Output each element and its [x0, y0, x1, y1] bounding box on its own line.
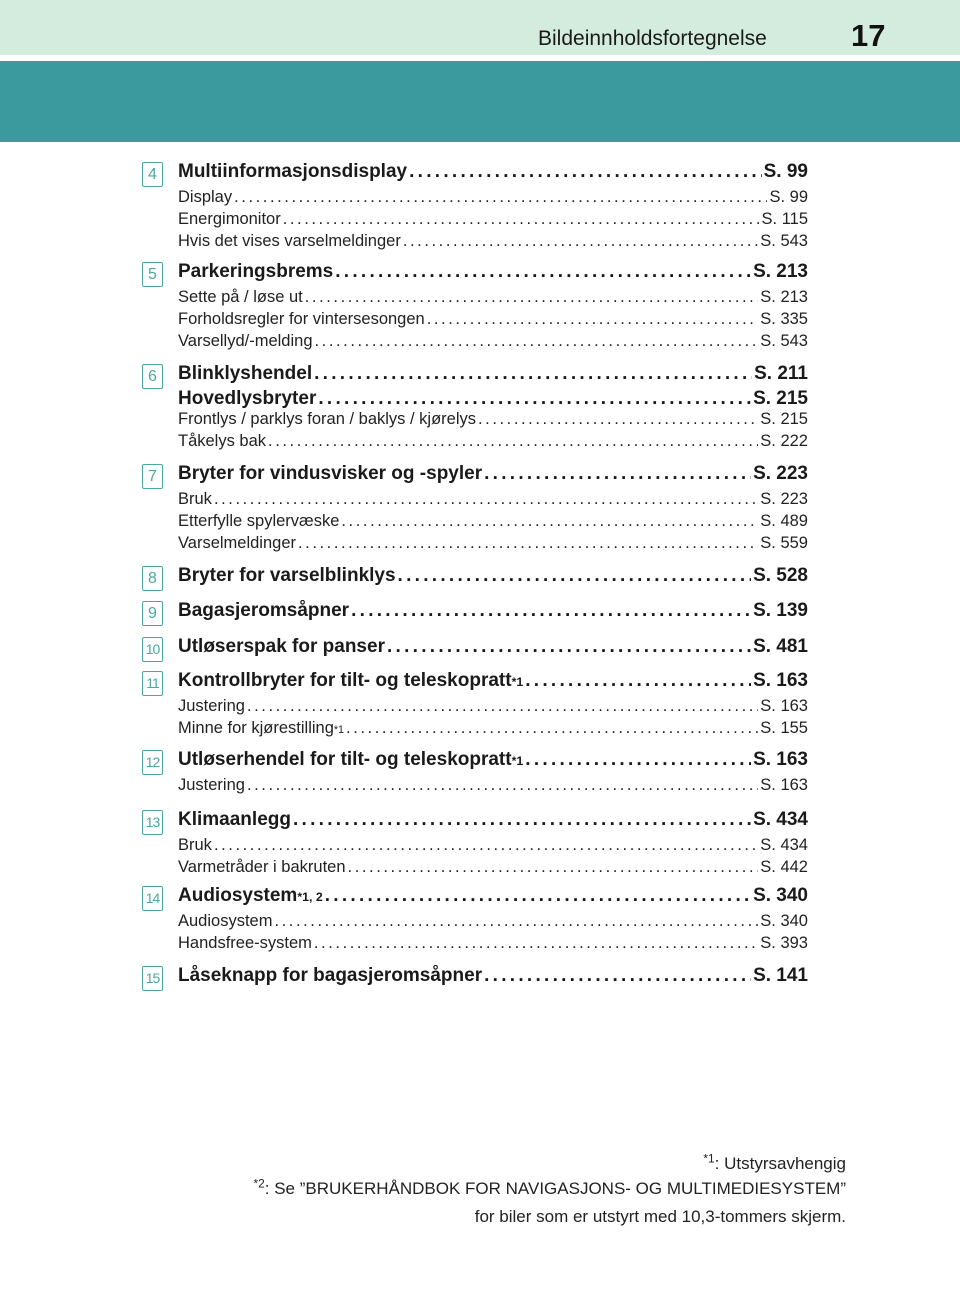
- entry-7-sub-2-page-ref: S. 489: [760, 512, 808, 530]
- entry-5-sub-1[interactable]: [178, 288, 808, 310]
- dot-leader: [268, 432, 758, 451]
- dot-leader: [247, 697, 758, 716]
- footnote-2-text: : Se ”BRUKERHÅNDBOK FOR NAVIGASJONS- OG MULTIMEDIESYSTEM”: [264, 1179, 846, 1198]
- entry-7-sub-2-label: Etterfylle spylervæske: [178, 512, 340, 530]
- item-number-badge: 10: [142, 637, 163, 662]
- item-number-badge: 12: [142, 750, 163, 775]
- entry-12-label: Utløserhendel for tilt- og teleskopratt: [178, 749, 512, 770]
- entry-6-b-page-ref: S. 215: [753, 388, 808, 409]
- entry-6-sub-1-label: Frontlys / parklys foran / baklys / kjørelys: [178, 410, 476, 428]
- entry-6-sub-1-page-ref: S. 215: [760, 410, 808, 428]
- entry-14[interactable]: Audiosystem *1, 2 . . . S. 340: [178, 885, 808, 911]
- entry-12-sub-1-label: Justering: [178, 776, 245, 794]
- entry-7-sub-3-page-ref: S. 559: [760, 534, 808, 552]
- entry-7-sub-1-label: Bruk: [178, 490, 212, 508]
- entry-14-sub-2-label: Handsfree-system: [178, 934, 312, 952]
- entry-11-sub-2-page-ref: S. 155: [760, 719, 808, 737]
- entry-4-sub-2-label: Energimonitor: [178, 210, 281, 228]
- item-number-badge: 9: [142, 601, 163, 626]
- entry-6-sub-2-label: Tåkelys bak: [178, 432, 267, 450]
- item-number-badge: 13: [142, 810, 163, 835]
- entry-15[interactable]: [178, 965, 808, 991]
- entry-12-sub-1[interactable]: [178, 776, 808, 798]
- dot-leader: [298, 534, 758, 553]
- entry-10-label: Utløserspak for panser: [178, 636, 385, 657]
- dot-leader: [484, 463, 751, 485]
- entry-13[interactable]: [178, 809, 808, 835]
- entry-12-page-ref: S. 163: [753, 749, 808, 770]
- dot-leader: [525, 749, 751, 771]
- entry-13-sub-1[interactable]: [178, 836, 808, 858]
- entry-9-label: Bagasjeromsåpner: [178, 600, 350, 621]
- entry-4-sub-2[interactable]: [178, 210, 808, 232]
- dot-leader: [341, 512, 758, 531]
- item-number-badge: 8: [142, 566, 163, 591]
- entry-11-sub-1-page-ref: S. 163: [760, 697, 808, 715]
- entry-14-sub-2-page-ref: S. 393: [760, 934, 808, 952]
- entry-11-page-ref: S. 163: [753, 670, 808, 691]
- entry-5-sub-2-page-ref: S. 335: [760, 310, 808, 328]
- item-number-badge: 6: [142, 364, 163, 389]
- footnote-1-mark: *1: [703, 1151, 715, 1166]
- header-band: [0, 61, 960, 142]
- item-number-badge: 5: [142, 262, 163, 287]
- dot-leader: [525, 670, 751, 692]
- item-number-badge: 15: [142, 966, 163, 991]
- entry-14-sub-1[interactable]: [178, 912, 808, 934]
- entry-7-sub-2[interactable]: [178, 512, 808, 534]
- entry-4-sub-2-page-ref: S. 115: [761, 210, 808, 228]
- item-number-badge: 7: [142, 464, 163, 489]
- entry-4-page-ref: S. 99: [763, 161, 808, 182]
- entry-8[interactable]: [178, 565, 808, 591]
- entry-9-page-ref: S. 139: [753, 600, 808, 621]
- dot-leader: [325, 885, 751, 907]
- entry-6-b-label: Hovedlysbryter: [178, 388, 317, 409]
- entry-14-sub-1-page-ref: S. 340: [760, 912, 808, 930]
- entry-15-page-ref: S. 141: [753, 965, 808, 986]
- entry-7-sub-3[interactable]: [178, 534, 808, 556]
- footnote-2-mark: *2: [253, 1176, 265, 1191]
- entry-5-sub-3-page-ref: S. 543: [760, 332, 808, 350]
- entry-7[interactable]: [178, 463, 808, 489]
- dot-leader: [283, 210, 760, 229]
- entry-14-page-ref: S. 340: [753, 885, 808, 906]
- entry-6-sub-2-page-ref: S. 222: [760, 432, 808, 450]
- dot-leader: [234, 188, 767, 207]
- entry-4-label: Multiinformasjonsdisplay: [178, 161, 408, 182]
- dot-leader: [335, 261, 751, 283]
- entry-7-sub-3-label: Varselmeldinger: [178, 534, 296, 552]
- dot-leader: [214, 490, 758, 509]
- footnote-2: [253, 1176, 846, 1199]
- entry-5-page-ref: S. 213: [753, 261, 808, 282]
- entry-13-sub-2-label: Varmetråder i bakruten: [178, 858, 346, 876]
- dot-leader: [478, 410, 758, 429]
- dot-leader: [318, 388, 751, 410]
- dot-leader: [214, 836, 758, 855]
- entry-14-sub-2[interactable]: [178, 934, 808, 956]
- entry-4[interactable]: [178, 161, 808, 187]
- entry-15-label: Låseknapp for bagasjeromsåpner: [178, 965, 483, 986]
- entry-11-sub-2[interactable]: Minne for kjørestilling *1 . . . S. 155: [178, 719, 808, 741]
- entry-4-sub-1-page-ref: S. 99: [769, 188, 808, 206]
- footnote-2-cont: for biler som er utstyrt med 10,3-tommers skjerm.: [474, 1207, 846, 1226]
- footnote-1-text: : Utstyrsavhengig: [714, 1154, 846, 1173]
- item-number-badge: 14: [142, 886, 163, 911]
- entry-11-sub-1[interactable]: [178, 697, 808, 719]
- entry-6-page-ref: S. 211: [754, 363, 808, 384]
- dot-leader: [403, 232, 758, 251]
- page-number: 17: [851, 18, 886, 53]
- dot-leader: [315, 332, 759, 351]
- dot-leader: [427, 310, 759, 329]
- entry-5-sub-1-label: Sette på / løse ut: [178, 288, 303, 306]
- entry-6-sub-2[interactable]: [178, 432, 808, 454]
- entry-5-sub-3-label: Varsellyd/-melding: [178, 332, 313, 350]
- entry-7-sub-1[interactable]: [178, 490, 808, 512]
- dot-leader: [398, 565, 752, 587]
- dot-leader: [409, 161, 762, 183]
- entry-11-sub-1-label: Justering: [178, 697, 245, 715]
- entry-11[interactable]: Kontrollbryter for tilt- og teleskopratt *1 . . . S. 163: [178, 670, 808, 696]
- dot-leader: [274, 912, 758, 931]
- entry-11-label: Kontrollbryter for tilt- og teleskopratt: [178, 670, 512, 691]
- dot-leader: [305, 288, 759, 307]
- entry-6[interactable]: [178, 363, 808, 389]
- entry-6-label: Blinklyshendel: [178, 363, 313, 384]
- entry-10-page-ref: S. 481: [753, 636, 808, 657]
- entry-7-page-ref: S. 223: [753, 463, 808, 484]
- entry-12[interactable]: Utløserhendel for tilt- og teleskopratt *1 . . . S. 163: [178, 749, 808, 775]
- item-number-badge: 11: [142, 671, 163, 696]
- section-title: Bildeinnholdsfortegnelse: [538, 27, 767, 50]
- entry-8-page-ref: S. 528: [753, 565, 808, 586]
- entry-13-sub-1-label: Bruk: [178, 836, 212, 854]
- entry-4-sub-3[interactable]: [178, 232, 808, 254]
- entry-13-page-ref: S. 434: [753, 809, 808, 830]
- entry-13-sub-2-page-ref: S. 442: [760, 858, 808, 876]
- entry-5-sub-2-label: Forholdsregler for vintersesongen: [178, 310, 425, 328]
- dot-leader: [314, 934, 758, 953]
- entry-4-sub-1-label: Display: [178, 188, 233, 206]
- entry-7-label: Bryter for vindusvisker og -spyler: [178, 463, 483, 484]
- entry-13-sub-2[interactable]: [178, 858, 808, 880]
- dot-leader: [484, 965, 751, 987]
- entry-5-sub-2[interactable]: [178, 310, 808, 332]
- entry-6-sub-1[interactable]: [178, 410, 808, 432]
- dot-leader: [351, 600, 751, 622]
- dot-leader: [348, 858, 759, 877]
- entry-8-label: Bryter for varselblinklys: [178, 565, 396, 586]
- entry-12-sub-1-page-ref: S. 163: [760, 776, 808, 794]
- entry-9[interactable]: [178, 600, 808, 626]
- entry-14-label: Audiosystem: [178, 885, 298, 906]
- footnote-1: [703, 1151, 846, 1174]
- dot-leader: [387, 636, 751, 658]
- entry-7-sub-1-page-ref: S. 223: [760, 490, 808, 508]
- entry-11-sub-2-label: Minne for kjørestilling: [178, 719, 334, 737]
- dot-leader: [247, 776, 758, 795]
- entry-4-sub-3-label: Hvis det vises varselmeldinger: [178, 232, 401, 250]
- entry-13-sub-1-page-ref: S. 434: [760, 836, 808, 854]
- entry-5[interactable]: [178, 261, 808, 287]
- entry-14-sub-1-label: Audiosystem: [178, 912, 273, 930]
- entry-4-sub-1[interactable]: [178, 188, 808, 210]
- item-number-badge: 4: [142, 162, 163, 187]
- entry-5-sub-1-page-ref: S. 213: [760, 288, 808, 306]
- dot-leader: [346, 719, 758, 738]
- entry-4-sub-3-page-ref: S. 543: [760, 232, 808, 250]
- dot-leader: [314, 363, 752, 385]
- entry-5-label: Parkeringsbrems: [178, 261, 334, 282]
- entry-13-label: Klimaanlegg: [178, 809, 291, 830]
- dot-leader: [293, 809, 751, 831]
- entry-10[interactable]: [178, 636, 808, 662]
- header-bar: [0, 0, 960, 55]
- entry-5-sub-3[interactable]: [178, 332, 808, 354]
